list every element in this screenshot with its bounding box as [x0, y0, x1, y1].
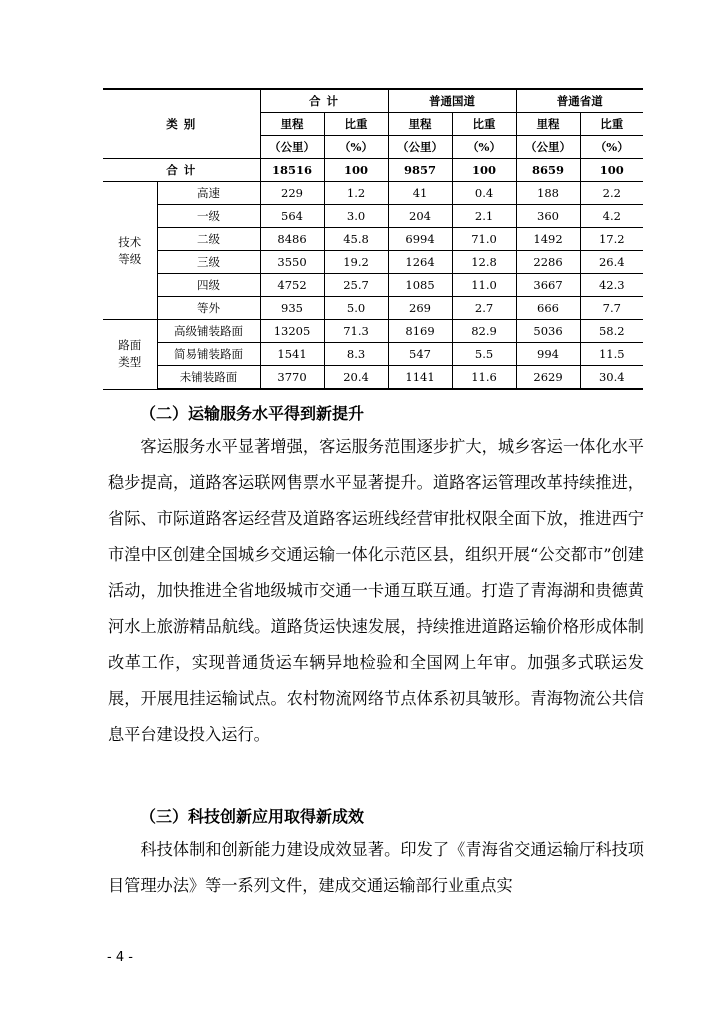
table-cell: 994: [516, 343, 580, 366]
table-cell: 2629: [516, 366, 580, 390]
table-cell: 45.8: [324, 228, 388, 251]
table-cell: 5.5: [452, 343, 516, 366]
page-number: - 4 -: [107, 950, 133, 965]
table-cell: 2.2: [580, 182, 643, 205]
table-row: [103, 251, 643, 274]
table-cell: 2286: [516, 251, 580, 274]
table-row: [103, 205, 643, 228]
table-cell: 5.0: [324, 297, 388, 320]
table-cell: 4752: [260, 274, 324, 297]
table-cell: 25.7: [324, 274, 388, 297]
header-category: 类 别: [103, 89, 260, 159]
table-cell: 3667: [516, 274, 580, 297]
table-cell: 58.2: [580, 320, 643, 343]
table-cell: 188: [516, 182, 580, 205]
table-cell: 100: [580, 159, 643, 182]
table-cell: 9857: [388, 159, 452, 182]
header-share-unit: （%）: [452, 136, 516, 159]
table-cell: 42.3: [580, 274, 643, 297]
header-mileage: 里程: [388, 113, 452, 136]
table-cell: 229: [260, 182, 324, 205]
table-cell: 5036: [516, 320, 580, 343]
table-row: [103, 297, 643, 320]
table-cell: 1264: [388, 251, 452, 274]
row-label: 等外: [157, 297, 260, 320]
table-row: [103, 182, 643, 205]
table-cell: 26.4: [580, 251, 643, 274]
group-label-surface-type: [103, 320, 157, 390]
table-cell: 3550: [260, 251, 324, 274]
header-mileage-unit: （公里）: [516, 136, 580, 159]
header-group-total: 合 计: [260, 89, 388, 113]
table-cell: 3.0: [324, 205, 388, 228]
table-cell: 564: [260, 205, 324, 228]
table-cell: 18516: [260, 159, 324, 182]
table-cell: 82.9: [452, 320, 516, 343]
table-cell: 2.1: [452, 205, 516, 228]
table-cell: 11.0: [452, 274, 516, 297]
section-heading-transport-service: （二）运输服务水平得到新提升: [140, 404, 365, 423]
table-cell: 41: [388, 182, 452, 205]
table-cell: 20.4: [324, 366, 388, 390]
table-cell: 19.2: [324, 251, 388, 274]
row-label: 高速: [157, 182, 260, 205]
row-label: 四级: [157, 274, 260, 297]
table-row: [103, 274, 643, 297]
group-label-line: 路面: [118, 338, 142, 353]
table-cell: 666: [516, 297, 580, 320]
table-cell: 8486: [260, 228, 324, 251]
header-share: 比重: [580, 113, 643, 136]
table-cell: 6994: [388, 228, 452, 251]
row-label: 二级: [157, 228, 260, 251]
table-cell: 547: [388, 343, 452, 366]
table-row: [103, 320, 643, 343]
paragraph-transport-service: 客运服务水平显著增强，客运服务范围逐步扩大，城乡客运一体化水平稳步提高，道路客运联网售票水平显著提升。道路客运管理改革持续推进，省际、市际道路客运经营及道路客运班线经营审批权限全面下放，推进西宁市湟中区创建全国城乡交通运输一体化示范区县，组织开展“公交都市”创建活动，加快推进全省地级城市交通一卡通互联互通。打造了青海湖和贵德黄河水上旅游精品航线。道路货运快速发展，持续推进道路运输价格形成体制改革工作，实现普通货运车辆异地检验和全国网上年审。加强多式联运发展，开展甩挂运输试点。农村物流网络节点体系初具皱形。青海物流公共信息平台建设投入运行。: [108, 437, 644, 744]
table-cell: 11.6: [452, 366, 516, 390]
table-row: [103, 366, 643, 390]
table-cell: 8.3: [324, 343, 388, 366]
header-group-national: 普通国道: [388, 89, 516, 113]
group-label-tech-grade: [103, 182, 157, 320]
header-mileage-unit: （公里）: [260, 136, 324, 159]
table-cell: 8659: [516, 159, 580, 182]
table-cell: 8169: [388, 320, 452, 343]
table-cell: 30.4: [580, 366, 643, 390]
group-label-line: 技术: [118, 234, 142, 249]
table-cell: 71.0: [452, 228, 516, 251]
header-share: 比重: [452, 113, 516, 136]
group-label-line: 类型: [118, 355, 142, 370]
group-label-line: 等级: [118, 251, 142, 266]
row-label: 一级: [157, 205, 260, 228]
table-cell: 2.7: [452, 297, 516, 320]
table-cell: 1141: [388, 366, 452, 390]
table-cell: 3770: [260, 366, 324, 390]
row-label: 高级铺装路面: [157, 320, 260, 343]
header-mileage: 里程: [260, 113, 324, 136]
table-cell: 100: [324, 159, 388, 182]
table-row: [103, 228, 643, 251]
table-cell: 1085: [388, 274, 452, 297]
header-share-unit: （%）: [580, 136, 643, 159]
header-share: 比重: [324, 113, 388, 136]
table-cell: 1.2: [324, 182, 388, 205]
table-cell: 7.7: [580, 297, 643, 320]
table-cell: 100: [452, 159, 516, 182]
table-cell: 11.5: [580, 343, 643, 366]
table-cell: 17.2: [580, 228, 643, 251]
table-cell: 204: [388, 205, 452, 228]
table-cell: 13205: [260, 320, 324, 343]
table-cell: 1492: [516, 228, 580, 251]
header-group-provincial: 普通省道: [516, 89, 643, 113]
row-label: 未铺装路面: [157, 366, 260, 390]
paragraph-tech-innovation: 科技体制和创新能力建设成效显著。印发了《青海省交通运输厅科技项目管理办法》等一系列文件，建成交通运输部行业重点实: [108, 840, 644, 895]
highway-mileage-table: [103, 88, 643, 390]
table-cell: 1541: [260, 343, 324, 366]
table-cell: 71.3: [324, 320, 388, 343]
table-cell: 269: [388, 297, 452, 320]
header-mileage-unit: （公里）: [388, 136, 452, 159]
table-cell: 360: [516, 205, 580, 228]
table-row-total: [103, 159, 643, 182]
table-cell: 935: [260, 297, 324, 320]
section-heading-tech-innovation: （三）科技创新应用取得新成效: [140, 807, 365, 826]
header-mileage: 里程: [516, 113, 580, 136]
table-cell: 12.8: [452, 251, 516, 274]
table-row: [103, 343, 643, 366]
row-label: 合 计: [103, 159, 260, 182]
table-cell: 0.4: [452, 182, 516, 205]
row-label: 三级: [157, 251, 260, 274]
header-share-unit: （%）: [324, 136, 388, 159]
row-label: 简易铺装路面: [157, 343, 260, 366]
table-cell: 4.2: [580, 205, 643, 228]
